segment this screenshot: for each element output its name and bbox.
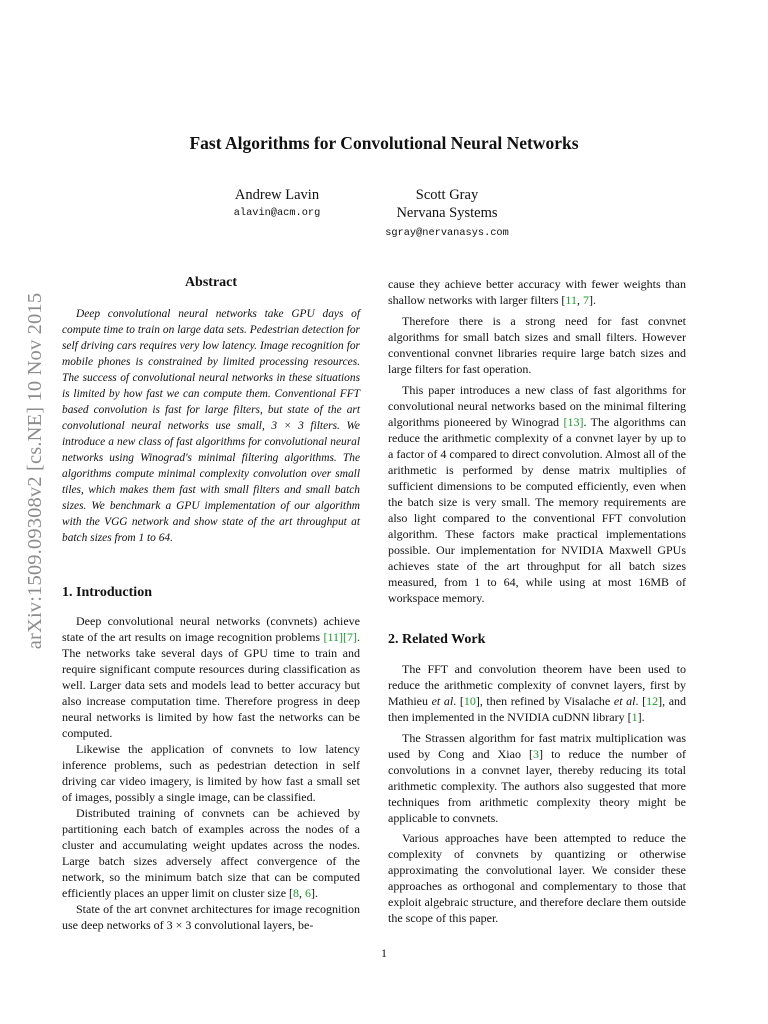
text-run: . [ xyxy=(453,694,464,708)
related-paragraph-1 xyxy=(388,661,686,725)
text-run: The Strassen algorithm for fast matrix multiplication was used by Cong and Xiao [ xyxy=(388,731,686,761)
text-run: ] to reduce the number of convolutions in a convnet layer, thereby reducing its total arithmetic complexity. The authors also suggested that more techniques from arithmetic complexity theory might be applicable to convnets. xyxy=(388,747,686,825)
text-run: Distributed training of convnets can be achieved by partitioning each batch of examples across the nodes of a cluster and accumulating weight updates across the nodes. Large batch sizes adversely affect convergence of the network, so the minimum batch size that can be computed efficiently places an upper limit on cluster size xyxy=(62,806,360,900)
text-run: ]. xyxy=(311,886,319,900)
citation-link[interactable]: 3 xyxy=(533,747,540,761)
intro-paragraph-2: Likewise the application of convnets to low latency inference problems, such as pedestrian detection in self driving car video imagery, is limited by how fast a small set of images, possibly a single image, can be classified. xyxy=(62,742,360,804)
abstract-text: Deep convolutional neural networks take GPU days of compute time to train on large data sets. Pedestrian detection for self driving cars requires very low latency. Image recognition for mobile phones is constrained by limited processing resources. The success of convolutional neural networks in these situations is limited by how fast we can compute them. Conventional FFT based convolution is fast for large filters, but state of the art convolutional neural networks use small, 3 × 3 filters. We introduce a new class of fast algorithms for convolutional neural networks using Winograd's minimal filtering algorithms. The algorithms compute minimal complexity convolution over small tiles, which makes them fast with small filters and small batch sizes. We benchmark a GPU implementation of our algorithm with the VGG network and show state of the art throughput at batch sizes from 1 to 64. xyxy=(62,308,360,544)
text-run: ]. xyxy=(588,293,596,307)
citation-link[interactable]: 11 xyxy=(565,293,577,307)
author-affiliation: Nervana Systems xyxy=(396,205,498,221)
text-run: et al xyxy=(431,694,454,708)
intro-paragraph-4: State of the art convnet architectures for image recognition use deep networks of 3 × 3 convolutional layers, be- xyxy=(62,902,360,932)
citation-link[interactable]: 1 xyxy=(631,710,638,724)
author-name: Andrew Lavin xyxy=(234,187,320,203)
section-heading-introduction: 1. Introduction xyxy=(62,585,152,600)
text-run: . The networks take several days of GPU time to train and require significant compute resources during classification as well. Larger data sets and models lead to better accuracy but also increase computation time. Therefore progress in deep neural networks is limited by how fast the networks can be computed. xyxy=(62,630,360,740)
abstract-heading: Abstract xyxy=(184,275,238,290)
text-run: ]. xyxy=(637,710,645,724)
citation-link[interactable]: 10 xyxy=(463,694,476,708)
citation-link[interactable]: 12 xyxy=(646,694,659,708)
text-run: ], then refined by Visalache xyxy=(475,694,614,708)
related-paragraph-3: Various approaches have been attempted to reduce the complexity of convnets by quantizing or otherwise approximating the convolutional layer. We consider these approaches as orthogonal and complementary to those that exploit algebraic structure, and therefore declare them outside the scope of this paper. xyxy=(388,831,686,925)
citation-link[interactable]: 7 xyxy=(582,293,589,307)
page-number: 1 xyxy=(381,946,387,960)
intro-paragraph-1 xyxy=(62,613,360,741)
author-email: alavin@acm.org xyxy=(233,207,321,219)
abstract-body xyxy=(62,306,360,546)
text-run: . The algorithms can reduce the arithmetic complexity of a convnet layer by up to a factor of 4 compared to direct convolution. Almost all of the arithmetic is performed by dense matrix multiplies of sufficient dimensions to be computed efficiently, even when the batch size is very small. The memory requirements are also light compared to the conventional FFT convolution algorithm. These factors make practical implementations possible. Our implementation for NVIDIA Maxwell GPUs achieves state of the art throughput for all batch sizes measured, from 1 to 64, while using at most 16MB of workspace memory. xyxy=(388,415,687,605)
citation-link[interactable]: [13] xyxy=(563,415,584,429)
citation-link[interactable]: 8 xyxy=(293,886,300,900)
author-block-1 xyxy=(200,186,354,219)
arxiv-stamp xyxy=(21,240,49,702)
citation-link[interactable]: [7] xyxy=(343,630,357,644)
text-run: ], and then implemented in the NVIDIA cuDNN library [ xyxy=(388,694,687,724)
text-run: . [ xyxy=(635,694,647,708)
paper-title: Fast Algorithms for Convolutional Neural Networks xyxy=(189,133,579,153)
citation-link[interactable]: 6 xyxy=(305,886,312,900)
section-heading-related-work: 2. Related Work xyxy=(388,632,486,647)
right-paragraph-0: cause they achieve better accuracy with fewer weights than shallow networks with larger filters [11, 7]. xyxy=(388,277,686,307)
text-run: The FFT and convolution theorem have been used to reduce the arithmetic complexity of convnet layers, first by Mathieu xyxy=(388,662,686,708)
text-run: This paper introduces a new class of fast algorithms for convolutional neural networks based on the minimal filtering algorithms pioneered by Winograd xyxy=(388,383,686,429)
author-email: sgray@nervanasys.com xyxy=(385,227,509,239)
author-name: Scott Gray xyxy=(415,187,479,203)
text-run: cause they achieve better accuracy with fewer weights than shallow networks with larger filters [ xyxy=(388,277,686,307)
text-run: Deep convolutional neural networks (convnets) achieve state of the art results on image recognition problems xyxy=(62,614,360,644)
author-block-2 xyxy=(362,186,532,239)
citation-link[interactable]: [11] xyxy=(323,630,343,644)
arxiv-stamp-text: arXiv:1509.09308v2 [cs.NE] 10 Nov 2015 xyxy=(24,292,46,650)
right-paragraph-2 xyxy=(388,382,686,606)
intro-paragraph-3: Distributed training of convnets can be achieved by partitioning each batch of examples across the nodes of a cluster and accumulating weight updates across the nodes. Large batch sizes adversely affect convergence of the network, so the minimum batch size that can be computed efficiently places an upper limit on cluster size [8, 6]. xyxy=(62,806,360,900)
right-paragraph-1: Therefore there is a strong need for fast convnet algorithms for small batch sizes and small filters. However conventional convnet libraries require large batch sizes and large filters for fast operation. xyxy=(388,314,686,376)
text-run: et al xyxy=(613,694,636,708)
related-paragraph-2 xyxy=(388,730,686,826)
